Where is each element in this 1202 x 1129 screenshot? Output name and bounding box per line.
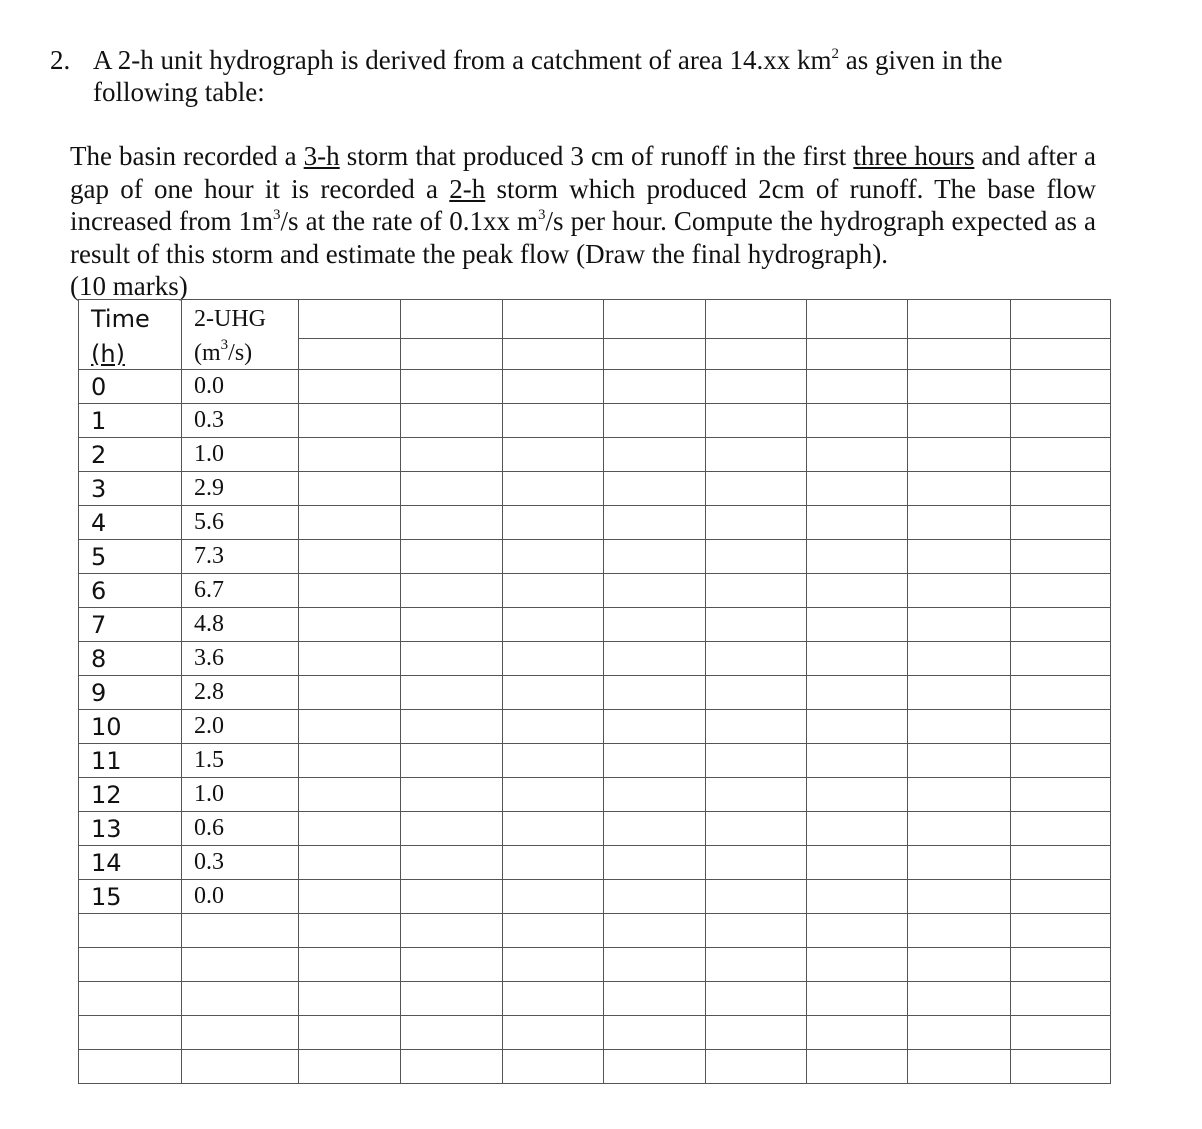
empty-answer-cell	[604, 1050, 706, 1084]
empty-answer-cell	[807, 846, 908, 880]
empty-answer-cell	[908, 438, 1011, 472]
uhg-cell: 5.6	[182, 506, 299, 540]
uhg-cell: 0.3	[182, 846, 299, 880]
empty-answer-cell	[401, 404, 503, 438]
empty-answer-cell	[1011, 506, 1111, 540]
statement-text-6: /s per hour. Compute the hydrograph expected as a result of this storm and estimate the peak flow (Draw the final hydrograph).	[70, 206, 1097, 269]
table-row	[79, 982, 1111, 1016]
table-row	[79, 642, 1111, 676]
empty-answer-cell	[908, 846, 1011, 880]
empty-answer-cell	[807, 778, 908, 812]
empty-answer-cell	[604, 404, 706, 438]
uhg-cell: 1.0	[182, 778, 299, 812]
time-cell: 6	[79, 574, 182, 608]
empty-answer-cell	[807, 914, 908, 948]
statement-exponent-2: 3	[538, 207, 546, 223]
table-row	[79, 370, 1111, 404]
table-row	[79, 846, 1111, 880]
empty-answer-cell	[908, 608, 1011, 642]
empty-answer-cell	[503, 1016, 604, 1050]
uhg-cell: 7.3	[182, 540, 299, 574]
empty-answer-cell	[299, 948, 401, 982]
empty-answer-cell	[503, 778, 604, 812]
empty-answer-cell	[401, 744, 503, 778]
table-row	[79, 1050, 1111, 1084]
empty-answer-cell	[908, 710, 1011, 744]
empty-answer-cell	[299, 744, 401, 778]
empty-answer-cell	[1011, 370, 1111, 404]
empty-answer-cell	[299, 370, 401, 404]
empty-answer-cell	[401, 540, 503, 574]
empty-answer-cell	[503, 574, 604, 608]
uhg-cell: 3.6	[182, 642, 299, 676]
empty-answer-cell	[401, 1050, 503, 1084]
empty-answer-cell	[1011, 404, 1111, 438]
empty-answer-cell	[401, 710, 503, 744]
time-cell	[79, 1050, 182, 1084]
time-cell: 5	[79, 540, 182, 574]
empty-answer-cell	[299, 676, 401, 710]
empty-answer-cell	[706, 1016, 807, 1050]
empty-answer-cell	[503, 370, 604, 404]
empty-answer-cell	[1011, 778, 1111, 812]
empty-answer-cell	[807, 676, 908, 710]
time-cell: 13	[79, 812, 182, 846]
empty-answer-cell	[604, 608, 706, 642]
empty-answer-cell	[604, 506, 706, 540]
question-line1-end: as given in the	[839, 45, 1003, 75]
empty-answer-cell	[604, 846, 706, 880]
time-cell	[79, 982, 182, 1016]
empty-answer-cell	[503, 608, 604, 642]
empty-answer-cell	[503, 472, 604, 506]
empty-answer-cell	[604, 710, 706, 744]
empty-answer-cell	[299, 812, 401, 846]
empty-answer-cell	[401, 914, 503, 948]
table-row	[79, 540, 1111, 574]
header-empty-cell	[503, 300, 604, 339]
empty-answer-cell	[1011, 676, 1111, 710]
header-empty-cell	[1011, 300, 1111, 339]
empty-answer-cell	[604, 370, 706, 404]
empty-answer-cell	[401, 880, 503, 914]
header-empty-cell	[1011, 339, 1111, 370]
time-cell	[79, 914, 182, 948]
statement-exponent-1: 3	[273, 207, 281, 223]
table-row	[79, 472, 1111, 506]
empty-answer-cell	[604, 914, 706, 948]
empty-answer-cell	[503, 948, 604, 982]
empty-answer-cell	[807, 540, 908, 574]
empty-answer-cell	[503, 846, 604, 880]
empty-answer-cell	[604, 574, 706, 608]
empty-answer-cell	[604, 744, 706, 778]
problem-statement	[70, 140, 1096, 303]
header-time: Time	[79, 300, 182, 339]
empty-answer-cell	[706, 1050, 807, 1084]
empty-answer-cell	[908, 1016, 1011, 1050]
empty-answer-cell	[706, 710, 807, 744]
empty-answer-cell	[807, 438, 908, 472]
time-cell: 0	[79, 370, 182, 404]
empty-answer-cell	[706, 676, 807, 710]
empty-answer-cell	[807, 710, 908, 744]
empty-answer-cell	[299, 438, 401, 472]
empty-answer-cell	[401, 812, 503, 846]
uhg-cell: 2.0	[182, 710, 299, 744]
empty-answer-cell	[503, 744, 604, 778]
header-time-unit: (h)	[79, 339, 182, 370]
table-row	[79, 778, 1111, 812]
time-cell: 10	[79, 710, 182, 744]
empty-answer-cell	[1011, 880, 1111, 914]
empty-answer-cell	[706, 880, 807, 914]
empty-answer-cell	[1011, 812, 1111, 846]
table-row	[79, 948, 1111, 982]
empty-answer-cell	[706, 914, 807, 948]
question-line2: following table:	[93, 77, 265, 107]
table-row	[79, 710, 1111, 744]
question-intro	[93, 44, 1093, 108]
empty-answer-cell	[1011, 540, 1111, 574]
header-uhg: 2-UHG	[182, 300, 299, 339]
table-row	[79, 1016, 1111, 1050]
table-row	[79, 744, 1111, 778]
uhg-cell	[182, 1050, 299, 1084]
time-cell: 4	[79, 506, 182, 540]
empty-answer-cell	[299, 778, 401, 812]
header-empty-cell	[706, 339, 807, 370]
empty-answer-cell	[807, 948, 908, 982]
empty-answer-cell	[299, 1050, 401, 1084]
empty-answer-cell	[908, 778, 1011, 812]
empty-answer-cell	[1011, 846, 1111, 880]
empty-answer-cell	[706, 370, 807, 404]
table-row	[79, 812, 1111, 846]
empty-answer-cell	[503, 1050, 604, 1084]
table-header-row-units	[79, 339, 1111, 370]
empty-answer-cell	[807, 404, 908, 438]
empty-answer-cell	[908, 642, 1011, 676]
empty-answer-cell	[401, 676, 503, 710]
header-empty-cell	[807, 300, 908, 339]
uhg-cell: 6.7	[182, 574, 299, 608]
empty-answer-cell	[1011, 914, 1111, 948]
marks-label: (10 marks)	[70, 271, 188, 301]
empty-answer-cell	[604, 1016, 706, 1050]
empty-answer-cell	[401, 438, 503, 472]
empty-answer-cell	[706, 608, 807, 642]
empty-answer-cell	[908, 914, 1011, 948]
empty-answer-cell	[401, 948, 503, 982]
table-row	[79, 676, 1111, 710]
empty-answer-cell	[401, 608, 503, 642]
empty-answer-cell	[299, 982, 401, 1016]
empty-answer-cell	[604, 472, 706, 506]
header-empty-cell	[706, 300, 807, 339]
empty-answer-cell	[401, 982, 503, 1016]
uhg-unit-exponent: 3	[220, 338, 229, 354]
header-empty-cell	[908, 300, 1011, 339]
empty-answer-cell	[604, 540, 706, 574]
table-row	[79, 506, 1111, 540]
table-row	[79, 438, 1111, 472]
empty-answer-cell	[908, 370, 1011, 404]
table-row	[79, 608, 1111, 642]
table-row	[79, 574, 1111, 608]
statement-text-3: and after a gap of one hour it is recorded a	[70, 141, 1097, 204]
empty-answer-cell	[604, 642, 706, 676]
empty-answer-cell	[908, 472, 1011, 506]
statement-underline-3: 2-h	[449, 173, 486, 204]
empty-answer-cell	[908, 540, 1011, 574]
empty-answer-cell	[908, 1050, 1011, 1084]
empty-answer-cell	[401, 642, 503, 676]
empty-answer-cell	[706, 982, 807, 1016]
empty-answer-cell	[503, 676, 604, 710]
empty-answer-cell	[706, 404, 807, 438]
empty-answer-cell	[1011, 438, 1111, 472]
empty-answer-cell	[807, 880, 908, 914]
time-cell: 8	[79, 642, 182, 676]
empty-answer-cell	[401, 370, 503, 404]
statement-underline-1: 3-h	[303, 141, 340, 171]
empty-answer-cell	[807, 370, 908, 404]
empty-answer-cell	[503, 438, 604, 472]
empty-answer-cell	[807, 812, 908, 846]
time-cell: 1	[79, 404, 182, 438]
empty-answer-cell	[401, 1016, 503, 1050]
empty-answer-cell	[503, 506, 604, 540]
empty-answer-cell	[706, 438, 807, 472]
time-cell: 12	[79, 778, 182, 812]
time-cell	[79, 948, 182, 982]
empty-answer-cell	[401, 574, 503, 608]
table-row	[79, 404, 1111, 438]
uhg-cell: 1.5	[182, 744, 299, 778]
time-cell: 7	[79, 608, 182, 642]
empty-answer-cell	[908, 744, 1011, 778]
unit-hydrograph-table	[78, 299, 1111, 1084]
time-cell: 9	[79, 676, 182, 710]
empty-answer-cell	[706, 506, 807, 540]
empty-answer-cell	[503, 914, 604, 948]
empty-answer-cell	[706, 472, 807, 506]
empty-answer-cell	[604, 982, 706, 1016]
empty-answer-cell	[299, 574, 401, 608]
uhg-cell	[182, 982, 299, 1016]
empty-answer-cell	[706, 642, 807, 676]
uhg-cell	[182, 914, 299, 948]
table-body	[79, 300, 1111, 1084]
table-header-row	[79, 300, 1111, 339]
empty-answer-cell	[299, 404, 401, 438]
empty-answer-cell	[503, 812, 604, 846]
empty-answer-cell	[299, 472, 401, 506]
empty-answer-cell	[1011, 982, 1111, 1016]
uhg-cell: 2.8	[182, 676, 299, 710]
statement-text-2: storm that produced 3 cm of runoff in the first	[339, 141, 854, 171]
empty-answer-cell	[604, 778, 706, 812]
empty-answer-cell	[1011, 710, 1111, 744]
uhg-cell: 4.8	[182, 608, 299, 642]
empty-answer-cell	[401, 778, 503, 812]
empty-answer-cell	[706, 540, 807, 574]
empty-answer-cell	[1011, 948, 1111, 982]
header-empty-cell	[299, 300, 401, 339]
statement-text-5: /s at the rate of 0.1xx m	[280, 206, 539, 236]
time-cell: 15	[79, 880, 182, 914]
empty-answer-cell	[299, 540, 401, 574]
empty-answer-cell	[299, 608, 401, 642]
header-empty-cell	[401, 339, 503, 370]
empty-answer-cell	[908, 574, 1011, 608]
header-empty-cell	[299, 339, 401, 370]
empty-answer-cell	[908, 506, 1011, 540]
time-cell: 14	[79, 846, 182, 880]
empty-answer-cell	[503, 710, 604, 744]
header-empty-cell	[908, 339, 1011, 370]
empty-answer-cell	[401, 472, 503, 506]
empty-answer-cell	[908, 812, 1011, 846]
empty-answer-cell	[1011, 744, 1111, 778]
empty-answer-cell	[401, 506, 503, 540]
empty-answer-cell	[807, 1016, 908, 1050]
empty-answer-cell	[1011, 1050, 1111, 1084]
empty-answer-cell	[807, 472, 908, 506]
time-cell: 3	[79, 472, 182, 506]
empty-answer-cell	[807, 574, 908, 608]
header-empty-cell	[604, 339, 706, 370]
empty-answer-cell	[908, 948, 1011, 982]
time-cell	[79, 1016, 182, 1050]
empty-answer-cell	[1011, 608, 1111, 642]
table-row	[79, 914, 1111, 948]
header-empty-cell	[503, 339, 604, 370]
uhg-cell: 1.0	[182, 438, 299, 472]
empty-answer-cell	[299, 710, 401, 744]
empty-answer-cell	[1011, 574, 1111, 608]
empty-answer-cell	[807, 506, 908, 540]
empty-answer-cell	[807, 982, 908, 1016]
statement-underline-2: three hours	[853, 141, 975, 171]
uhg-unit-part-2: /s)	[228, 340, 253, 367]
question-number: 2.	[50, 45, 71, 75]
time-cell: 2	[79, 438, 182, 472]
empty-answer-cell	[503, 880, 604, 914]
empty-answer-cell	[908, 404, 1011, 438]
empty-answer-cell	[503, 540, 604, 574]
empty-answer-cell	[807, 1050, 908, 1084]
empty-answer-cell	[604, 438, 706, 472]
header-empty-cell	[807, 339, 908, 370]
empty-answer-cell	[706, 744, 807, 778]
empty-answer-cell	[503, 982, 604, 1016]
empty-answer-cell	[299, 1016, 401, 1050]
empty-answer-cell	[604, 676, 706, 710]
question-line1: A 2-h unit hydrograph is derived from a catchment of area 14.xx km	[93, 45, 832, 75]
table-row	[79, 880, 1111, 914]
empty-answer-cell	[299, 642, 401, 676]
empty-answer-cell	[1011, 1016, 1111, 1050]
empty-answer-cell	[807, 642, 908, 676]
area-unit-exponent: 2	[831, 46, 840, 62]
empty-answer-cell	[503, 404, 604, 438]
header-empty-cell	[401, 300, 503, 339]
empty-answer-cell	[908, 676, 1011, 710]
empty-answer-cell	[604, 812, 706, 846]
empty-answer-cell	[503, 642, 604, 676]
empty-answer-cell	[604, 948, 706, 982]
header-uhg-unit	[182, 339, 299, 370]
header-empty-cell	[604, 300, 706, 339]
empty-answer-cell	[706, 812, 807, 846]
uhg-cell	[182, 1016, 299, 1050]
empty-answer-cell	[299, 506, 401, 540]
empty-answer-cell	[1011, 642, 1111, 676]
empty-answer-cell	[706, 948, 807, 982]
empty-answer-cell	[299, 846, 401, 880]
time-cell: 11	[79, 744, 182, 778]
uhg-unit-part-1: (m	[194, 340, 221, 367]
empty-answer-cell	[908, 982, 1011, 1016]
empty-answer-cell	[401, 846, 503, 880]
empty-answer-cell	[908, 880, 1011, 914]
statement-text-4: storm which produced 2cm of runoff. The base flow increased from 1m	[70, 173, 1096, 236]
statement-text-1: The basin recorded a	[70, 141, 304, 171]
empty-answer-cell	[299, 880, 401, 914]
uhg-cell	[182, 948, 299, 982]
empty-answer-cell	[706, 778, 807, 812]
uhg-cell: 0.6	[182, 812, 299, 846]
empty-answer-cell	[807, 608, 908, 642]
empty-answer-cell	[604, 880, 706, 914]
uhg-cell: 2.9	[182, 472, 299, 506]
uhg-cell: 0.0	[182, 880, 299, 914]
empty-answer-cell	[807, 744, 908, 778]
empty-answer-cell	[706, 574, 807, 608]
uhg-cell: 0.3	[182, 404, 299, 438]
uhg-cell: 0.0	[182, 370, 299, 404]
empty-answer-cell	[299, 914, 401, 948]
empty-answer-cell	[1011, 472, 1111, 506]
empty-answer-cell	[706, 846, 807, 880]
